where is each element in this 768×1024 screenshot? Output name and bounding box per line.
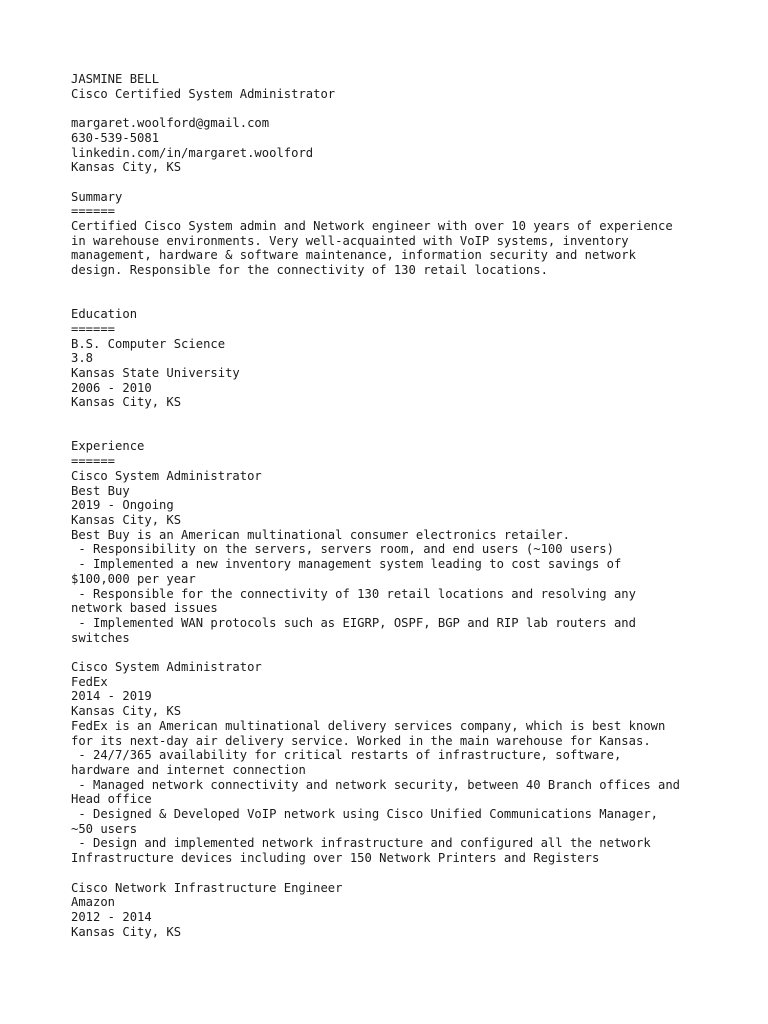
job-location: Kansas City, KS <box>71 924 182 939</box>
job-company: Amazon <box>71 895 116 910</box>
spacer <box>71 293 751 308</box>
job-location: Kansas City, KS <box>71 513 182 527</box>
summary-line: Certified Cisco System admin and Network engineer with over 10 years of experience <box>71 219 673 233</box>
resume-header <box>71 72 751 175</box>
job-description-line: - Implemented a new inventory management system leading to cost savings of <box>71 557 622 572</box>
section-heading-summary: Summary <box>71 189 123 204</box>
education-section <box>71 307 751 410</box>
summary-line: in warehouse environments. Very well-acquainted with VoIP systems, inventory <box>71 233 629 248</box>
job-description-line: FedEx is an American multinational delivery services company, which is best known <box>71 718 666 733</box>
candidate-name: JASMINE BELL <box>71 72 160 86</box>
job-description-line: - Responsibility on the servers, servers room, and end users (~100 users) <box>71 542 614 557</box>
spacer <box>71 866 751 881</box>
spacer <box>71 175 751 190</box>
job-entry-amazon <box>71 881 751 940</box>
section-heading-experience: Experience <box>71 439 145 454</box>
summary-line: management, hardware & software maintenance, information security and network <box>71 248 636 263</box>
job-company: Best Buy <box>71 483 130 498</box>
job-description-line: $100,000 per year <box>71 571 196 586</box>
section-rule: ====== <box>71 321 116 336</box>
education-location: Kansas City, KS <box>71 395 182 410</box>
job-description-line: - Design and implemented network infrastructure and configured all the network <box>71 836 651 851</box>
summary-section <box>71 190 751 278</box>
job-description-line: Head office <box>71 792 152 807</box>
job-dates: 2012 - 2014 <box>71 909 152 924</box>
job-location: Kansas City, KS <box>71 704 182 719</box>
spacer <box>71 278 751 293</box>
contact-phone: 630-539-5081 <box>71 130 160 145</box>
education-school: Kansas State University <box>71 366 240 380</box>
job-description-line: - Responsible for the connectivity of 130 retail locations and resolving any <box>71 586 636 601</box>
job-role: Cisco System Administrator <box>71 660 262 675</box>
spacer <box>71 410 751 425</box>
spacer <box>71 425 751 440</box>
job-role: Cisco Network Infrastructure Engineer <box>71 880 343 895</box>
job-description-line: - 24/7/365 availability for critical restarts of infrastructure, software, <box>71 748 622 763</box>
section-heading-education: Education <box>71 307 138 322</box>
job-entry-fedex <box>71 660 751 866</box>
job-description-line: - Implemented WAN protocols such as EIGRP, OSPF, BGP and RIP lab routers and <box>71 615 636 630</box>
job-dates: 2019 - Ongoing <box>71 498 174 513</box>
job-description-line: hardware and internet connection <box>71 762 306 777</box>
summary-line: design. Responsible for the connectivity of 130 retail locations. <box>71 263 548 278</box>
job-description-line: ~50 users <box>71 821 138 836</box>
spacer <box>71 101 751 116</box>
job-description-line: switches <box>71 630 130 645</box>
job-description-line: - Managed network connectivity and network security, between 40 Branch offices and <box>71 777 681 792</box>
education-gpa: 3.8 <box>71 351 94 366</box>
job-description-line: network based issues <box>71 601 218 616</box>
candidate-title: Cisco Certified System Administrator <box>71 86 336 101</box>
contact-email: margaret.woolford@gmail.com <box>71 116 270 131</box>
job-description-line: for its next-day air delivery service. Worked in the main warehouse for Kansas. <box>71 733 651 748</box>
job-description-line: Infrastructure devices including over 150 Network Printers and Registers <box>71 851 600 866</box>
job-role: Cisco System Administrator <box>71 468 262 483</box>
job-description-line: Best Buy is an American multinational consumer electronics retailer. <box>71 527 570 542</box>
experience-section <box>71 439 751 939</box>
resume-document <box>71 72 751 939</box>
spacer <box>71 645 751 660</box>
job-dates: 2014 - 2019 <box>71 689 152 704</box>
job-description-line: - Designed & Developed VoIP network using Cisco Unified Communications Manager, <box>71 807 658 822</box>
job-company: FedEx <box>71 674 108 689</box>
education-dates: 2006 - 2010 <box>71 380 152 395</box>
contact-location: Kansas City, KS <box>71 160 182 175</box>
education-degree: B.S. Computer Science <box>71 336 226 351</box>
section-rule: ====== <box>71 454 116 469</box>
job-entry-best-buy <box>71 469 751 645</box>
section-rule: ====== <box>71 204 116 219</box>
contact-linkedin: linkedin.com/in/margaret.woolford <box>71 145 314 160</box>
